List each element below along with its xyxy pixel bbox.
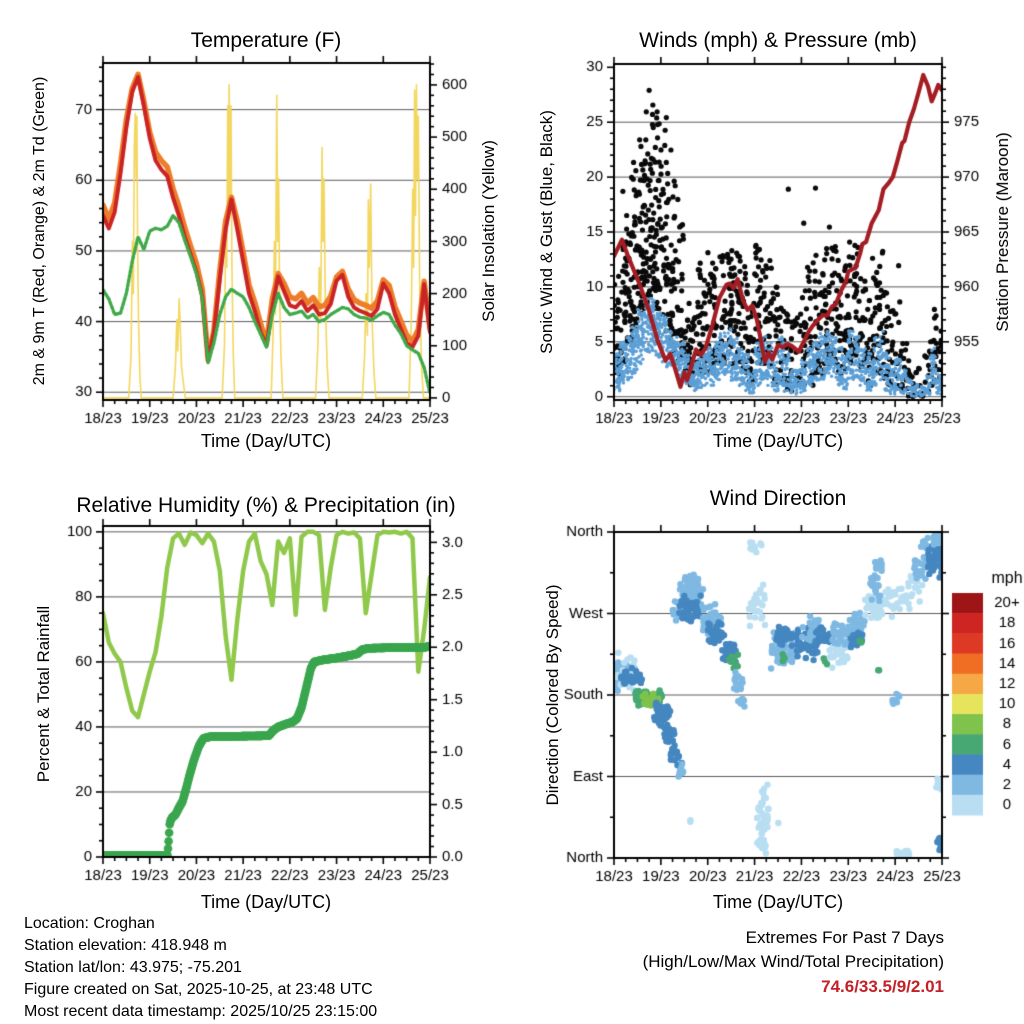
- extremes-subtitle: (High/Low/Max Wind/Total Precipitation): [642, 952, 944, 971]
- footer-location: Location: Croghan: [24, 915, 155, 932]
- y-axis-label-wind-left: Sonic Wind & Gust (Blue, Black): [537, 110, 556, 354]
- y-axis-label-temp-left: 2m & 9m T (Red, Orange) & 2m Td (Green): [31, 76, 48, 386]
- footer-latlon: Station lat/lon: 43.975; -75.201: [24, 959, 242, 976]
- footer-elevation: Station elevation: 418.948 m: [24, 937, 227, 954]
- extremes-title: Extremes For Past 7 Days: [745, 928, 944, 947]
- footer-created: Figure created on Sat, 2025-10-25, at 23:48 UTC: [24, 981, 373, 998]
- y-axis-label-solar-right: Solar Insolation (Yellow): [479, 140, 498, 322]
- y-axis-label-direction-left: Direction (Colored By Speed): [543, 584, 562, 806]
- x-axis-label-temperature: Time (Day/UTC): [200, 431, 332, 451]
- panel-title-winds-pressure: Winds (mph) & Pressure (mb): [639, 29, 917, 52]
- x-axis-label-winds: Time (Day/UTC): [712, 431, 844, 451]
- x-axis-label-direction: Time (Day/UTC): [712, 892, 844, 912]
- panel-title-rh-precip: Relative Humidity (%) & Precipitation (in): [76, 494, 456, 517]
- panel-title-wind-direction: Wind Direction: [709, 487, 847, 510]
- x-axis-label-rh: Time (Day/UTC): [200, 892, 332, 912]
- panel-title-temperature: Temperature (F): [190, 29, 342, 52]
- y-axis-label-rh-left: Percent & Total Rainfall: [34, 605, 53, 783]
- extremes-values: 74.6/33.5/9/2.01: [821, 977, 944, 996]
- footer-timestamp: Most recent data timestamp: 2025/10/25 23:15:00: [24, 1003, 378, 1020]
- y-axis-label-pressure-right: Station Pressure (Maroon): [993, 132, 1012, 332]
